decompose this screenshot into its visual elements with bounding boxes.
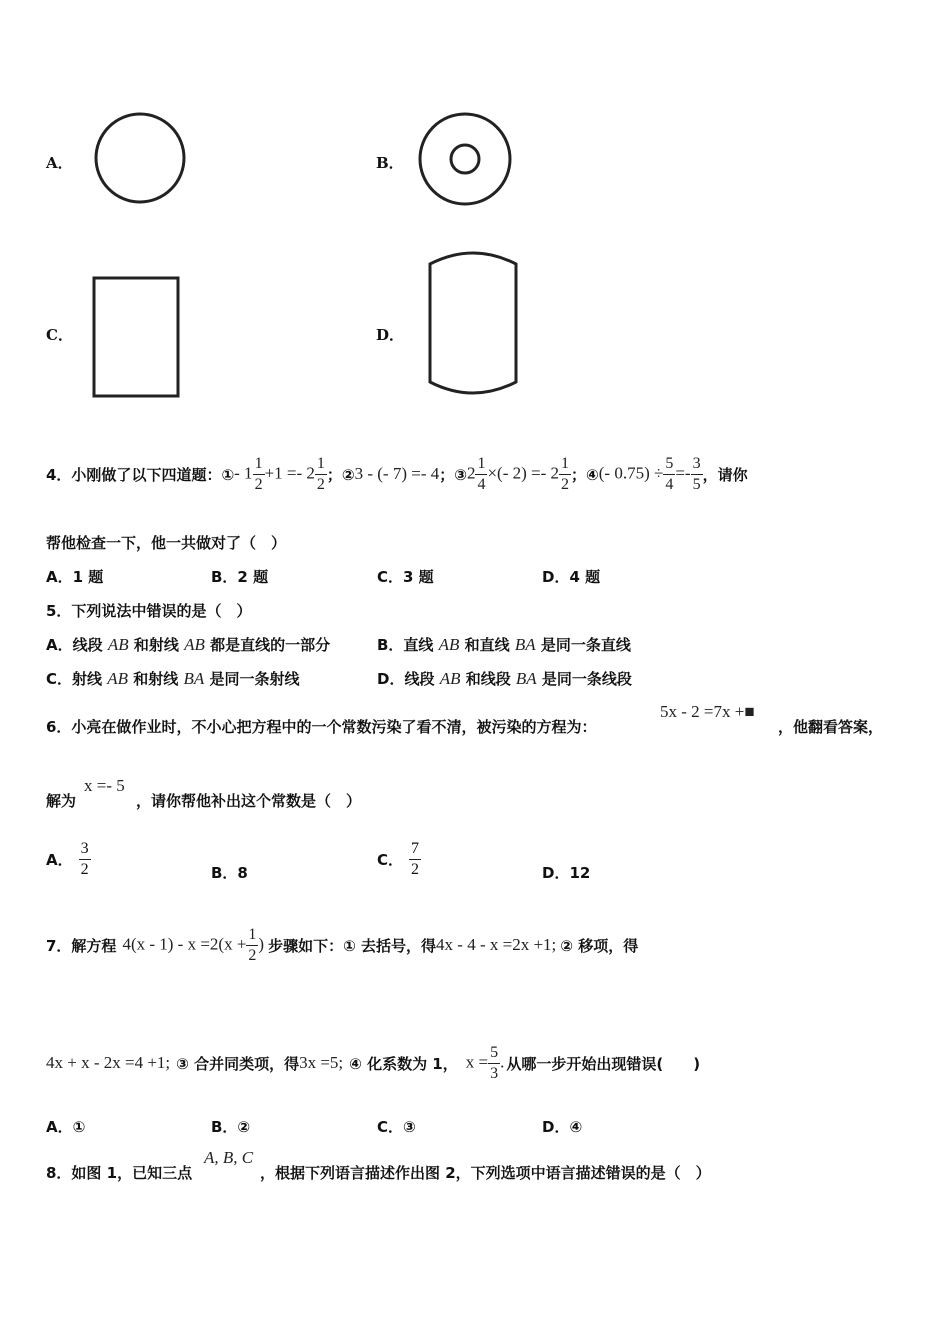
q4-eq3-mid: ×(- 2) =- 2 bbox=[487, 462, 560, 482]
q5-b-var1: AB bbox=[438, 635, 460, 654]
q7-steps-label: 步骤如下： bbox=[268, 936, 344, 955]
q4-equation-3 bbox=[467, 456, 571, 493]
q7-s4-den: 3 bbox=[490, 1064, 499, 1082]
q5-d-text3: 是同一条线段 bbox=[536, 670, 632, 688]
q7-step1: ① 去括号，得 bbox=[343, 936, 437, 955]
q4-eq1-den: 2 bbox=[254, 475, 263, 493]
option-c-label: C． bbox=[46, 326, 73, 344]
q6-option-d: D．12 bbox=[542, 864, 591, 882]
q7-step3: ③ 合并同类项，得 bbox=[176, 1054, 300, 1073]
q4-eq4-num: 5 bbox=[665, 454, 674, 472]
q4-equation-4 bbox=[599, 456, 703, 493]
q4-stem-line2: 帮他检查一下，他一共做对了（ ） bbox=[46, 534, 287, 552]
q6-line2-end: ，请你帮他补出这个常数是（ ） bbox=[136, 792, 362, 810]
q4-eq1-num: 1 bbox=[254, 454, 263, 472]
q6-option-c bbox=[377, 836, 421, 882]
q5-c-var2: BA bbox=[183, 669, 205, 688]
q5-c-text2: 和射线 bbox=[128, 670, 184, 688]
q7-s4-num: 5 bbox=[490, 1043, 499, 1061]
q6-solution: x =- 5 bbox=[84, 776, 125, 795]
q4-eq3-num2: 1 bbox=[561, 454, 570, 472]
q5-a-text2: 和射线 bbox=[128, 636, 185, 654]
option-d-label: D． bbox=[376, 326, 405, 344]
q7-step2-eq: 4x + x - 2x =4 +1; bbox=[46, 1053, 171, 1072]
q7-stem-text: 7．解方程 bbox=[46, 936, 117, 955]
q7-step3-eq: 3x =5; bbox=[299, 1053, 344, 1072]
q5-option-c bbox=[46, 668, 299, 689]
q4-stem-start: 4．小刚做了以下四道题：① bbox=[46, 465, 235, 484]
q4-eq4-den2: 5 bbox=[692, 475, 701, 493]
q7-step4: ④ 化系数为 1， bbox=[349, 1054, 458, 1073]
q5-option-d bbox=[377, 668, 632, 689]
q4-eq3-den2: 2 bbox=[561, 475, 570, 493]
q7-option-a: A．① bbox=[46, 1118, 86, 1136]
q5-b-text1: B．直线 bbox=[377, 636, 439, 654]
q5-a-text3: 都是直线的一部分 bbox=[204, 636, 331, 654]
q7-option-c: C．③ bbox=[377, 1118, 416, 1136]
question-8-stem-b: ，根据下列语言描述作出图 2，下列选项中语言描述错误的是（ ） bbox=[260, 1164, 711, 1182]
q7-tail: 从哪一步开始出现错误( ) bbox=[506, 1054, 701, 1073]
q4-eq1-whole: - 1 bbox=[234, 462, 253, 482]
q6-option-b: B．8 bbox=[211, 864, 248, 882]
q4-eq4-left: (- 0.75) ÷ bbox=[598, 462, 664, 482]
q7-eq-num: 1 bbox=[248, 925, 257, 943]
q5-b-var2: BA bbox=[514, 635, 536, 654]
q7-line2 bbox=[46, 1038, 700, 1088]
q7-step4-eq bbox=[466, 1045, 505, 1082]
q6-a-den: 2 bbox=[80, 860, 89, 878]
question-5-stem: 5．下列说法中错误的是（ ） bbox=[46, 602, 252, 620]
q7-step1-eq: 4x - 4 - x =2x +1; bbox=[436, 935, 557, 954]
q6-c-label: C． bbox=[377, 850, 404, 869]
q6-polluted-equation: 5x - 2 =7x +■ bbox=[660, 702, 755, 721]
q7-equation bbox=[122, 927, 264, 964]
rectangle-figure bbox=[92, 276, 182, 400]
ring-figure bbox=[418, 112, 514, 208]
barrel-figure bbox=[426, 248, 522, 400]
q4-option-d: D．4 题 bbox=[542, 568, 601, 586]
q5-a-var2: AB bbox=[184, 635, 205, 654]
q4-option-b: B．2 题 bbox=[211, 568, 269, 586]
q5-c-var1: AB bbox=[107, 669, 129, 688]
q4-equation-1 bbox=[234, 456, 327, 493]
q5-option-a bbox=[46, 634, 330, 655]
question-8-stem-a: 8．如图 1，已知三点 bbox=[46, 1164, 193, 1182]
circle-figure bbox=[94, 112, 188, 206]
q4-eq4-mid: =- bbox=[675, 462, 691, 482]
option-a-label: A． bbox=[46, 154, 73, 172]
q4-eq1-num2: 1 bbox=[316, 454, 325, 472]
q5-a-var1: AB bbox=[107, 635, 129, 654]
q7-step2: ② 移项，得 bbox=[560, 936, 639, 955]
q4-stem-end: ，请你 bbox=[702, 465, 748, 484]
q6-line2-start: 解为 bbox=[46, 792, 77, 810]
q4-sep-1: ；② bbox=[326, 465, 355, 484]
q4-sep-3: ；④ bbox=[571, 465, 599, 484]
q5-a-text1: A．线段 bbox=[46, 636, 108, 654]
q7-eq-right: ) bbox=[258, 933, 265, 953]
q5-d-var2: BA bbox=[515, 669, 537, 688]
q5-c-text3: 是同一条射线 bbox=[204, 670, 300, 688]
q6-option-a bbox=[46, 836, 91, 882]
q4-eq3-den: 4 bbox=[477, 475, 486, 493]
q5-d-text2: 和线段 bbox=[460, 670, 516, 688]
q7-eq-den: 2 bbox=[248, 946, 257, 964]
q7-option-b: B．② bbox=[211, 1118, 251, 1136]
q4-eq3-num: 1 bbox=[477, 454, 486, 472]
q7-s4-dot: . bbox=[500, 1051, 505, 1071]
q4-eq4-num2: 3 bbox=[692, 454, 701, 472]
question-4-stem bbox=[46, 444, 748, 504]
q4-eq3-whole: 2 bbox=[466, 462, 476, 482]
q4-eq1-mid: +1 =- 2 bbox=[264, 462, 315, 482]
q5-c-text1: C．射线 bbox=[46, 670, 108, 688]
q4-sep-2: ；③ bbox=[439, 465, 467, 484]
q8-points: A, B, C bbox=[204, 1148, 254, 1167]
option-b-label: B． bbox=[376, 154, 404, 172]
q5-b-text3: 是同一条直线 bbox=[535, 636, 631, 654]
q6-c-num: 7 bbox=[411, 839, 420, 857]
question-7-stem bbox=[46, 920, 638, 970]
q4-option-a: A．1 题 bbox=[46, 568, 104, 586]
q4-eq1-den2: 2 bbox=[316, 475, 325, 493]
q7-option-d: D．④ bbox=[542, 1118, 583, 1136]
q6-stem-end: ，他翻看答案， bbox=[778, 718, 884, 736]
q4-equation-2: 3 - (- 7) =- 4 bbox=[354, 464, 440, 483]
question-6-stem: 6．小亮在做作业时，不小心把方程中的一个常数污染了看不清，被污染的方程为： bbox=[46, 718, 597, 736]
q7-eq-left: 4(x - 1) - x =2(x + bbox=[122, 933, 247, 953]
q5-option-b bbox=[377, 634, 631, 655]
q6-a-num: 3 bbox=[80, 839, 89, 857]
q4-option-c: C．3 题 bbox=[377, 568, 434, 586]
q5-b-text2: 和直线 bbox=[459, 636, 515, 654]
q5-d-var1: AB bbox=[439, 669, 461, 688]
q5-d-text1: D．线段 bbox=[377, 670, 440, 688]
q6-c-den: 2 bbox=[411, 860, 420, 878]
q7-s4-left: x = bbox=[465, 1051, 489, 1071]
q4-eq4-den: 4 bbox=[665, 475, 674, 493]
q6-a-label: A． bbox=[46, 850, 73, 869]
